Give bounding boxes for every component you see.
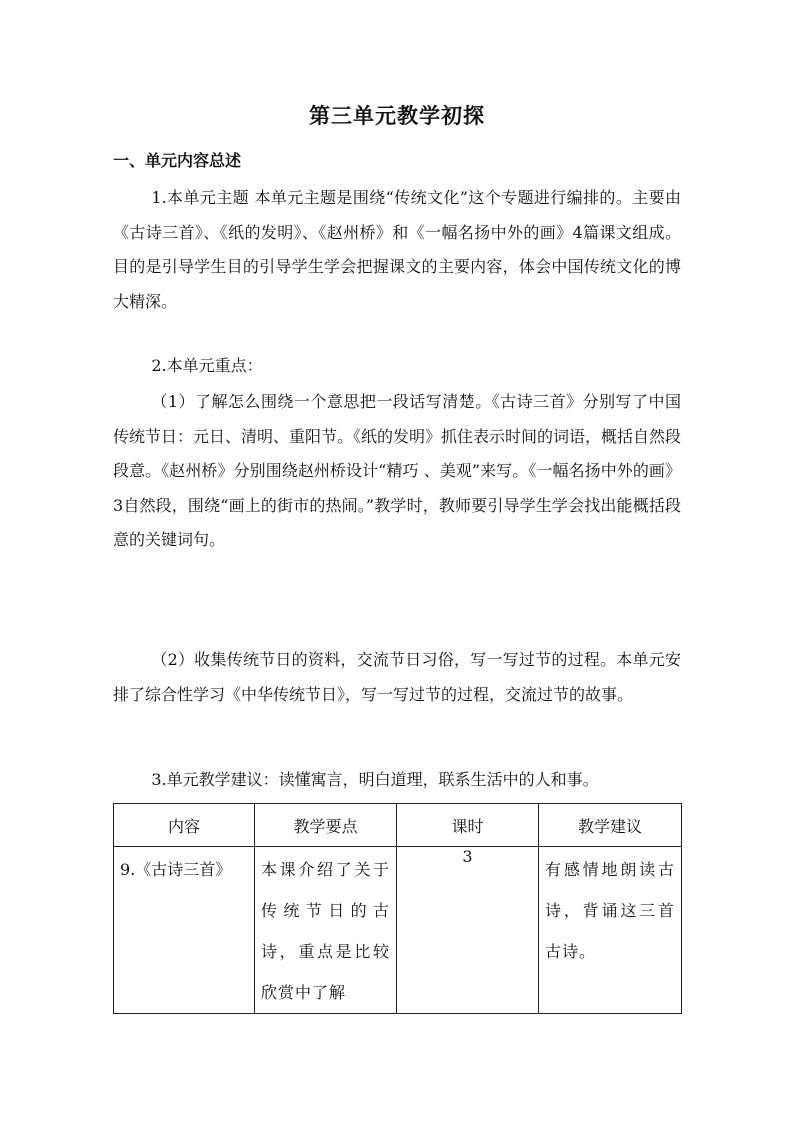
lesson-title: 9.《古诗三首》 [120,860,232,879]
paragraph-teaching-suggestion: 3.单元教学建议：读懂寓言，明白道理，联系生活中的人和事。 [151,770,599,789]
table-row [114,847,682,1014]
table-cell-content [114,847,255,1014]
table-header-hours: 课时 [397,804,539,847]
paragraph-unit-theme: 1.本单元主题 本单元主题是围绕“传统文化”这个专题进行编排的。主要由《古诗三首》、《纸的发明》、《赵州桥》和《一幅名扬中外的画》4篇课文组成。目的是引导学生目的引导学生学会把握课文的主要内容，体会中国传统文化的博大精深。 [113,188,681,311]
section-heading: 一、单元内容总述 [113,151,242,170]
document-title: 第三单元教学初探 [309,103,485,128]
lesson-suggestion: 有感情地朗读古诗，背诵这三首古诗。 [545,860,675,961]
lesson-plan-table [113,803,682,1014]
lesson-key-points: 本课介绍了关于传统节日的古诗，重点是比较欣赏中了解 [261,860,390,1002]
paragraph-unit-focus-heading: 2.本单元重点： [151,356,263,375]
table-header-content: 内容 [114,804,255,847]
paragraph-focus-point-1: （1）了解怎么围绕一个意思把一段话写清楚。《古诗三首》分别写了中国传统节日：元日、清明、重阳节。《纸的发明》抓住表示时间的词语，概括自然段段意。《赵州桥》分别围绕赵州桥设计“精巧 、美观”来写。《一幅名扬中外的画》3自然段，围绕“画上的街市的热闹。”教学时，教师要引导学生学会找出能概括段意的关键词句。 [113,392,682,549]
paragraph-focus-point-2: （2）收集传统节日的资料，交流节日习俗，写一写过节的过程。本单元安排了综合性学习《中华传统节日》，写一写过节的过程，交流过节的故事。 [113,650,681,704]
table-header-suggestion: 教学建议 [539,804,682,847]
table-header-row [114,804,682,847]
table-cell-key-points [255,847,397,1014]
table-cell-suggestion [539,847,682,1014]
table-cell-hours: 3 [397,847,539,1014]
table-header-key-points: 教学要点 [255,804,397,847]
